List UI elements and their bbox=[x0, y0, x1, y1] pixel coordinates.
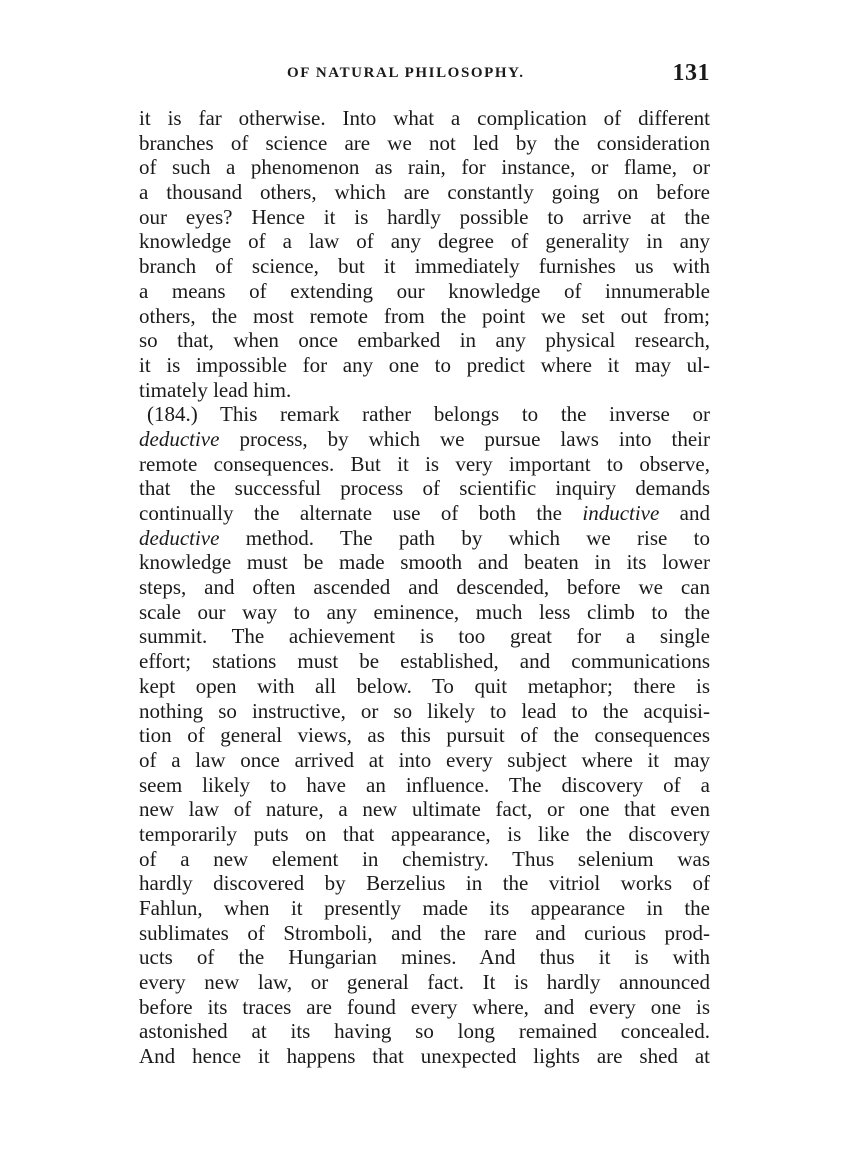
text-line: sublimates of Stromboli, and the rare and curious prod- bbox=[139, 920, 710, 945]
text-line: new law of nature, a new ultimate fact, or one that even bbox=[139, 797, 710, 822]
text-line: tion of general views, as this pursuit of the consequences bbox=[139, 723, 710, 748]
text-line: so that, when once embarked in any physical research, bbox=[139, 328, 710, 353]
text-line: summit. The achievement is too great for a single bbox=[139, 624, 710, 649]
text-line: steps, and often ascended and descended, before we can bbox=[139, 575, 710, 600]
text-line: deductive method. The path by which we rise to bbox=[139, 525, 710, 550]
text-line: branches of science are we not led by the consideration bbox=[139, 130, 710, 155]
text-line: every new law, or general fact. It is hardly announced bbox=[139, 970, 710, 995]
page-number: 131 bbox=[672, 60, 710, 86]
text-line: of a law once arrived at into every subject where it may bbox=[139, 747, 710, 772]
text-line: that the successful process of scientific inquiry demands bbox=[139, 476, 710, 501]
text-line: scale our way to any eminence, much less climb to the bbox=[139, 599, 710, 624]
text-line: deductive process, by which we pursue laws into their bbox=[139, 426, 710, 451]
running-head bbox=[139, 62, 710, 90]
text-line: knowledge of a law of any degree of generality in any bbox=[139, 229, 710, 254]
text-line: seem likely to have an influence. The discovery of a bbox=[139, 772, 710, 797]
text-line: And hence it happens that unexpected lights are shed at bbox=[139, 1044, 710, 1069]
italic-term: inductive bbox=[582, 501, 660, 525]
text-line: kept open with all below. To quit metaphor; there is bbox=[139, 673, 710, 698]
text-line: of such a phenomenon as rain, for instance, or flame, or bbox=[139, 155, 710, 180]
text-line: Fahlun, when it presently made its appearance in the bbox=[139, 896, 710, 920]
text-line: it is impossible for any one to predict where it may ul- bbox=[139, 352, 710, 377]
text-line: our eyes? Hence it is hardly possible to arrive at the bbox=[139, 204, 710, 229]
text-line: before its traces are found every where, and every one is bbox=[139, 994, 710, 1019]
italic-term: deductive bbox=[139, 525, 220, 550]
text-line: others, the most remote from the point we set out from; bbox=[139, 303, 710, 328]
text-line: hardly discovered by Berzelius in the vitriol works of bbox=[139, 871, 710, 896]
running-title: OF NATURAL PHILOSOPHY. bbox=[287, 65, 525, 81]
text-line: of a new element in chemistry. Thus selenium was bbox=[139, 846, 710, 871]
text-line: remote consequences. But it is very important to observe, bbox=[139, 451, 710, 476]
paragraph-start-line: (184.) This remark rather belongs to the inverse or bbox=[147, 402, 710, 427]
text-line: branch of science, but it immediately furnishes us with bbox=[139, 254, 710, 279]
text-line: continually the alternate use of both the inductive and bbox=[139, 501, 711, 525]
text-line: ucts of the Hungarian mines. And thus it is with bbox=[139, 945, 710, 970]
italic-term: deductive bbox=[139, 426, 220, 451]
text-line: astonished at its having so long remained concealed. bbox=[139, 1019, 710, 1044]
text-line: a thousand others, which are constantly going on before bbox=[139, 180, 710, 205]
text-line: nothing so instructive, or so likely to lead to the acquisi- bbox=[139, 698, 710, 723]
text-line: timately lead him. bbox=[139, 377, 292, 402]
text-line: knowledge must be made smooth and beaten in its lower bbox=[139, 550, 710, 575]
text-line: a means of extending our knowledge of innumerable bbox=[139, 278, 710, 303]
text-line: temporarily puts on that appearance, is like the discovery bbox=[139, 821, 710, 846]
text-line: it is far otherwise. Into what a complication of different bbox=[139, 106, 710, 130]
body-text bbox=[139, 106, 710, 1069]
text-line: effort; stations must be established, and communications bbox=[139, 649, 710, 674]
